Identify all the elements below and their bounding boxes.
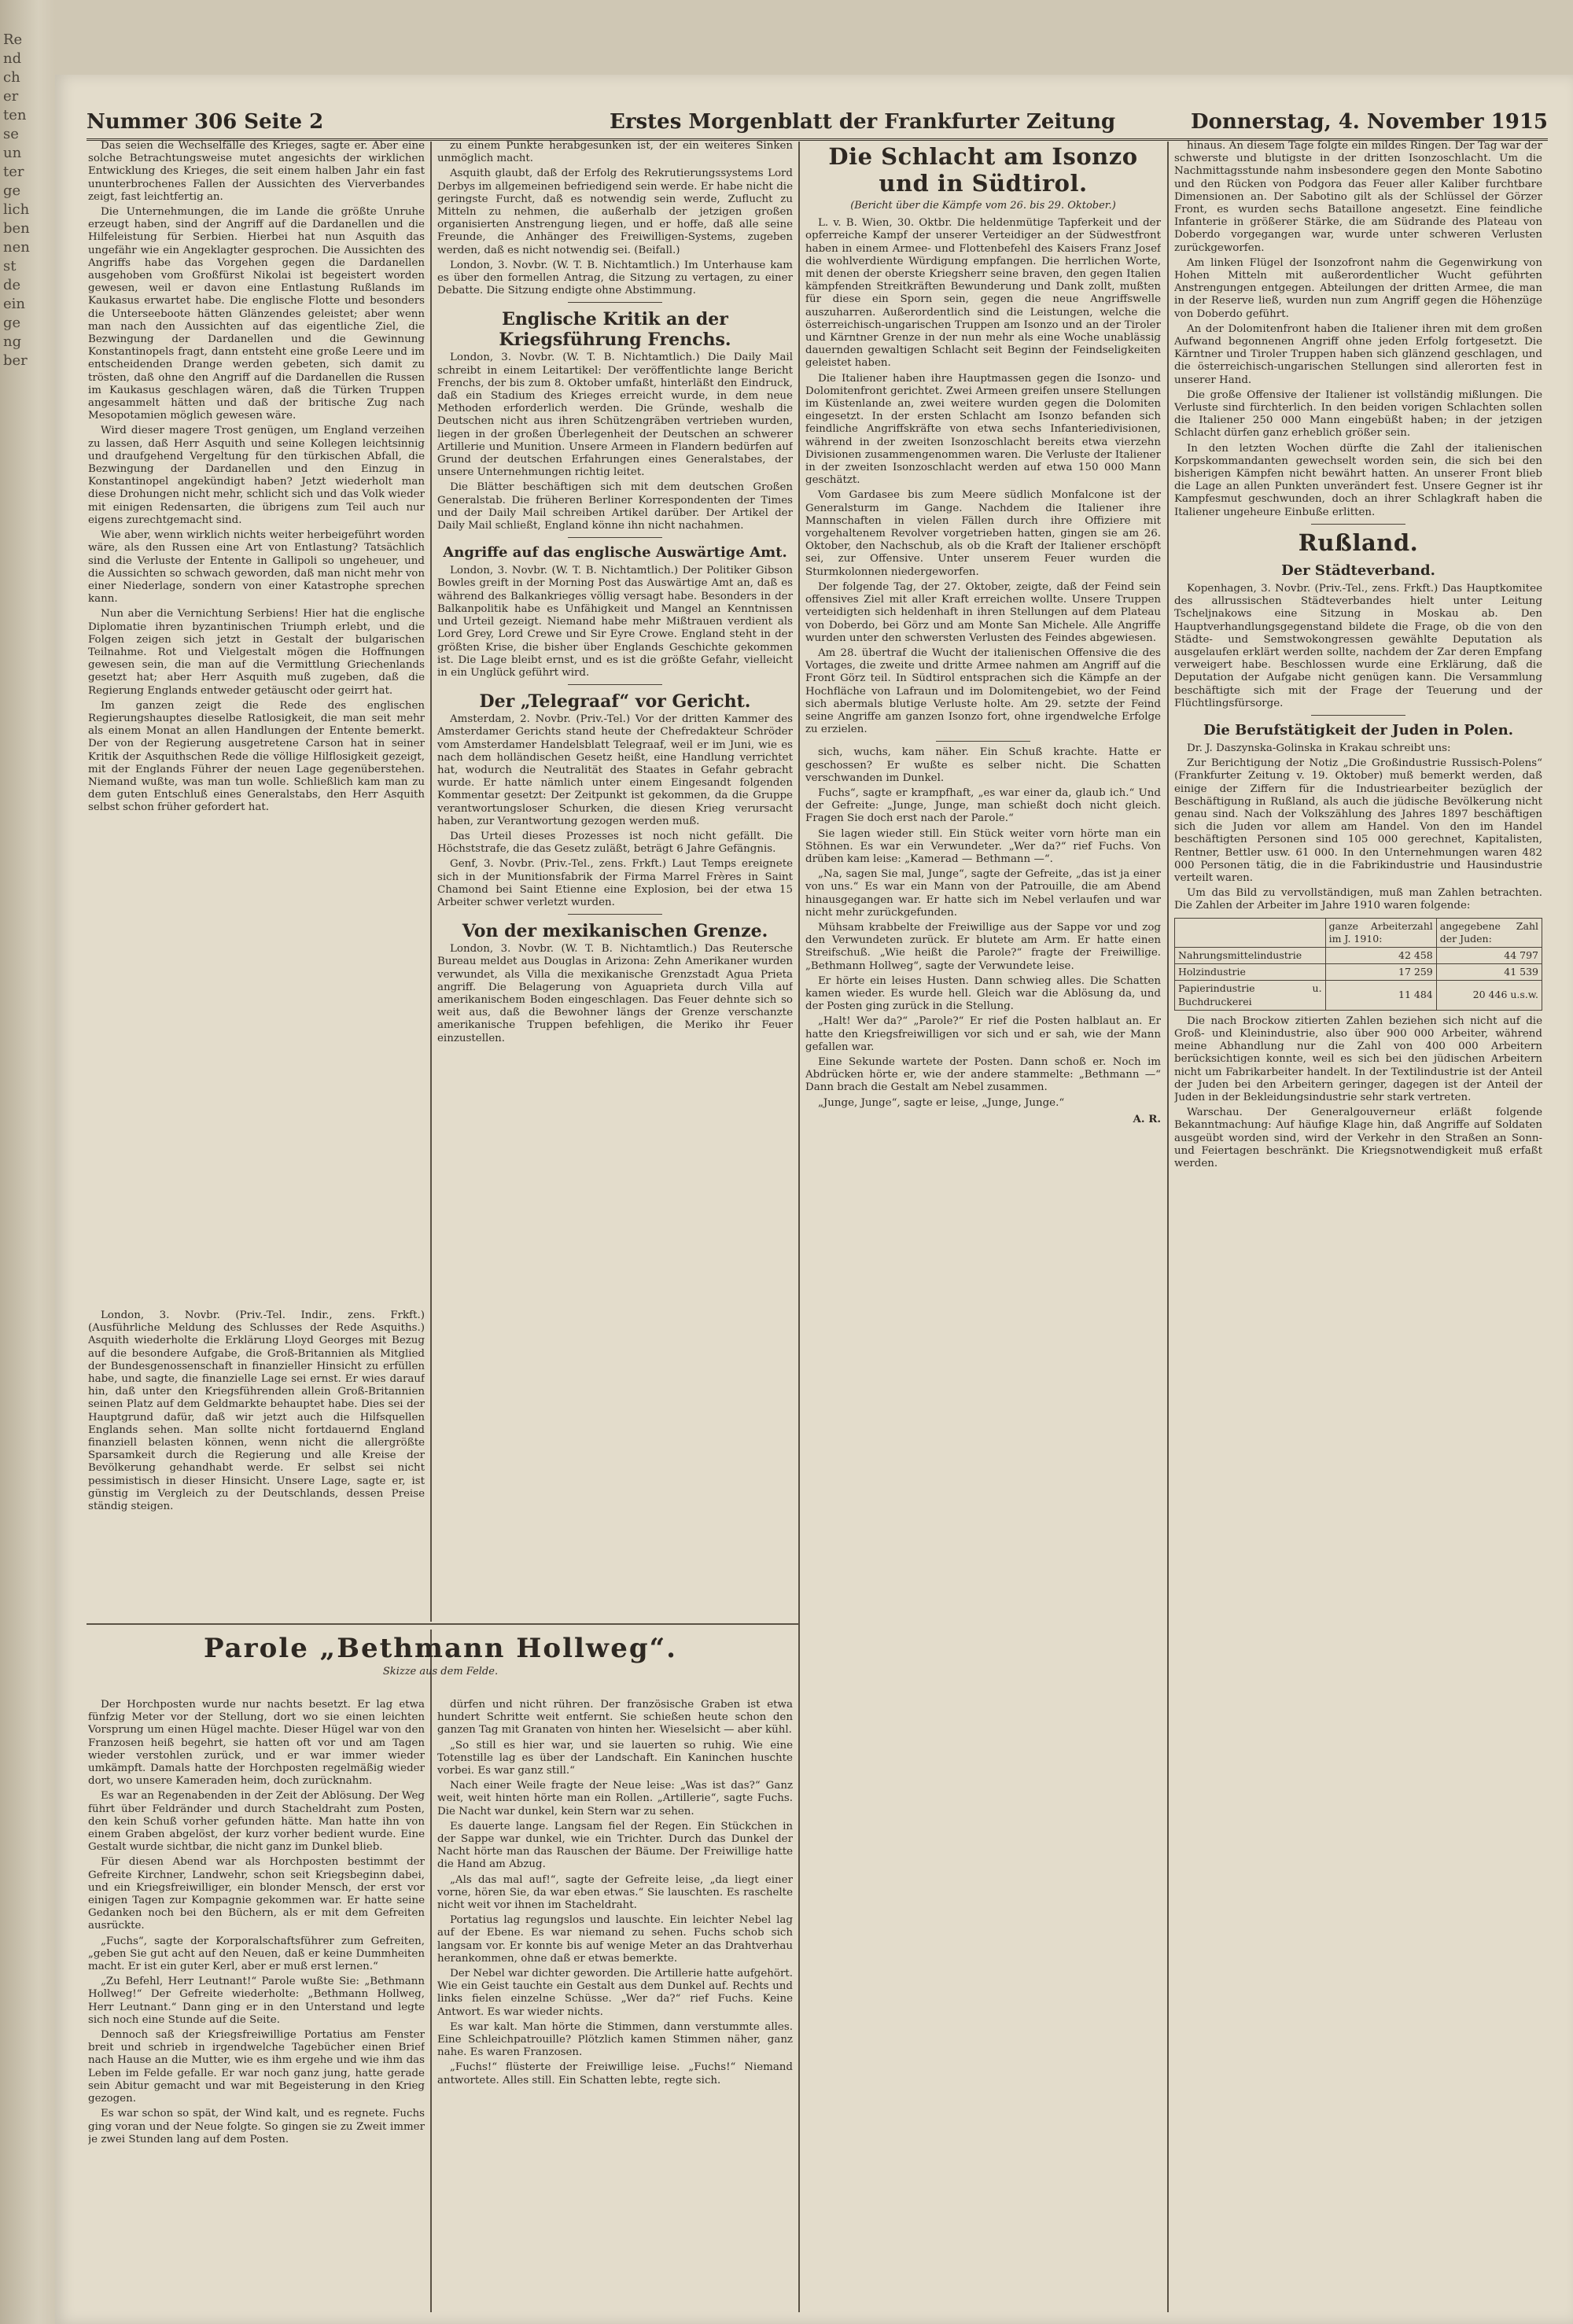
issue-number: Nummer 306 Seite 2 [87,110,324,134]
column-rule [1167,142,1169,2312]
headline-telegraaf: Der „Telegraaf“ vor Gericht. [479,691,751,713]
page-header [87,104,1548,141]
article-paragraph: Vom Gardasee bis zum Meere südlich Monfalcone ist der Generalsturm im Gange. Nachdem die Italiener ihre Mannschaften in vielen Fällen durch ihre Offiziere mit vorgehaltenem Revolver vorgetrieben hatten, gingen sie am 26. Oktober, den Nachschub, als ob die Kraft der Italiener erschöpft sei, zur Offensive. Unter unserem Feuer wurden die Sturmkolonnen niedergeworfen. [805,489,1161,578]
article-paragraph: An der Dolomitenfront haben die Italiener ihren mit dem großen Aufwand begonnenen Angriff ohne jeden Erfolg fortgesetzt. Die Kärntner und Tiroler Truppen haben sich glänzend geschlagen, und die österreichisch-ungarischen Stellungen sind allerorten fest in unserer Hand. [1174,322,1542,386]
feuilleton-title: Parole „Bethmann Hollweg“. [204,1633,677,1664]
article-paragraph: Um das Bild zu vervollständigen, muß man Zahlen betrachten. Die Zahlen der Arbeiter im Jahre 1910 waren folgende: [1174,887,1542,912]
binding-text-fragment: lich [3,201,30,218]
table-cell: 17 259 [1325,964,1436,981]
column-rule [798,142,800,2312]
column-4 [1174,140,1542,2311]
article-paragraph: hinaus. An diesem Tage folgte ein mildes Ringen. Der Tag war der schwerste und blutigste in der dritten Isonzoschlacht. Um die Nachmittagsstunde nahm insbesondere gegen den Monte Sabotino und den Rücken von Podgora das Feuer aller Kaliber furchtbare Dimensionen an. Der Sabotino gilt als der Schlüssel der Görzer Front, es wurden sechs Bataillone angesetzt. Eine feindliche Infanterie in größerer Stärke, die am Südrande des Plateau von Doberdo vorgegangen war, wurde unter schweren Verlusten zurückgeworfen. [1174,140,1542,254]
feuilleton-paragraph: „So still es hier war, und sie lauerten so ruhig. Wie eine Totenstille lag es über der Landschaft. Ein Kaninchen huschte vorbei. Es war ganz still.“ [437,1739,793,1777]
table-cell: 41 539 [1436,964,1542,981]
feuilleton-paragraph: „Fuchs!“ flüsterte der Freiwillige leise. „Fuchs!“ Niemand antwortete. Alles still. Ein Schatten lebte, regte sich. [437,2061,793,2086]
feuilleton-paragraph: „Fuchs“, sagte der Korporalschaftsführer zum Gefreiten, „geben Sie gut acht auf den Neuen, daß er keine Dummheiten macht. Er ist ein guter Kerl, aber er muß erst lernen.“ [88,1935,425,1973]
binding-text-fragment: nen [3,239,30,256]
article-paragraph: Genf, 3. Novbr. (Priv.-Tel., zens. Frkft.) Laut Temps ereignete sich in der Munitionsfabrik der Firma Marrel Frères in Saint Chamond bei Saint Etienne eine Explosion, bei der etwa 15 Arbeiter schwer verletzt wurden. [437,858,793,908]
article-paragraph: Zur Berichtigung der Notiz „Die Großindustrie Russisch-Polens“ (Frankfurter Zeitung v. 19. Oktober) muß bemerkt werden, daß einige der Ziffern für die Industriearbeiter bezüglich der Beschäftigung in Rußland, als auch die jüdische Bevölkerung nicht genau sind. Nach der Volkszählung des Jahres 1897 beschäftigen sich die Juden vor allem am Handel. Von den im Handel beschäftigten Personen sind 105 000 gerechnet, Kapitalisten, Rentner, Bettler usw. 61 000. In den Unternehmungen waren 482 000 Personen tätig, die in die Fabrikindustrie und Hausindustrie verteilt waren. [1174,757,1542,884]
article-paragraph: In den letzten Wochen dürfte die Zahl der italienischen Korpskommandanten gewechselt worden sein, die sich bei den bisherigen Kämpfen nicht bewährt hatten. An unserer Front blieb die Lage an allen Punkten unverändert fest. Unsere Gegner ist ihr Kampfesmut geschwunden, doch an ihrer Schlagkraft haben die Italiener ungeheure Einbuße erlitten. [1174,442,1542,518]
feuilleton-paragraph: Mühsam krabbelte der Freiwillige aus der Sappe vor und zog den Verwundeten zurück. Er blutete am Arm. Er hatte einen Streifschuß. „Wie heißt die Parole?“ fragte der Freiwillige. „Bethmann Hollweg“, sagte der Verwundete leise. [805,921,1161,972]
issue-date: Donnerstag, 4. November 1915 [1190,110,1548,134]
feuilleton-paragraph: „Zu Befehl, Herr Leutnant!“ Parole wußte Sie: „Bethmann Hollweg!“ Der Gefreite wiederholte: „Bethmann Hollweg, Herr Leutnant.“ Dann ging er in den Unterstand und legte sich noch eine Stunde auf die Seite. [88,1976,425,2026]
binding-text-fragment: de [3,277,21,293]
binding-text-fragment: ge [3,182,21,199]
article-paragraph: London, 3. Novbr. (W. T. B. Nichtamtlich.) Die Daily Mail schreibt in einem Leitartikel: Der veröffentlichte lange Bericht Frenchs, der bis zum 8. Oktober umfaßt, hinterläßt den Eindruck, daß ein Stadium des Krieges erreicht wurde, in dem neue Methoden erforderlich werden. Die Gründe, weshalb die Deutschen nicht aus ihren Schützengräben vertrieben wurden, liegen in der großen Überlegenheit der Deutschen an schwerer Artillerie und Munition. Unsere Armeen in Flandern bedürfen auf Grund der deutschen Erfahrungen eines Generalstabes, der unsere Unternehmungen richtig leitet. [437,352,793,479]
table-row [1175,964,1542,981]
article-paragraph: Das Urteil dieses Prozesses ist noch nicht gefällt. Die Höchststrafe, die das Gesetz zuläßt, beträgt 6 Jahre Gefängnis. [437,830,793,856]
table-cell: Nahrungsmittelindustrie [1175,947,1326,963]
feuilleton-paragraph: „Junge, Junge“, sagte er leise, „Junge, Junge.“ [818,1096,1065,1109]
feuilleton-paragraph: Er hörte ein leises Husten. Dann schwieg alles. Die Schatten kamen wieder. Es wurde hell. Gleich war die Ablösung da, und der Posten ging zurück in die Stellung. [805,974,1161,1013]
feuilleton-column-a [88,1699,425,2312]
article-paragraph: Wird dieser magere Trost genügen, um England verzeihen zu lassen, daß Herr Asquith und seine Kollegen leichtsinnig und draufgehend Vergeltung für den türkischen Abfall, die Bezwingung der Dardanellen und den Einzug in Konstantinopel angekündigt haben? Jetzt wiederholt man diese Drohungen nicht mehr, schlicht sich und das Volk wieder mit einigen Redensarten, die übrigens zum Teil auch nur eigens zurechtgemacht sind. [88,425,425,526]
headline-russia: Rußland. [1298,529,1419,556]
article-paragraph: L. v. B. Wien, 30. Oktbr. Die heldenmütige Tapferkeit und der opferreiche Kampf der unserer Verteidiger an der Südwestfront haben in einem Armee- und Flottenbefehl des Kaisers Franz Josef die wohlverdiente Würdigung empfangen. Die herrlichen Worte, mit denen der oberste Kriegsherr seine braven, den gegen Italien kämpfenden Streitkräften Bewunderung und Dank zollt, mußten für diese ein Sporn sein, gegen die neue Angriffswelle auszuharren. Außerordentlich sind die Leistungen, welche die österreichisch-ungarischen Truppen am Isonzo und an der Tiroler und Kärntner Grenze in der nun mehr als eine Woche unablässig dauernden gewaltigen Schlacht seit Beginn der Feindseligkeiten geleistet haben. [805,217,1161,370]
binding-text-fragment: un [3,145,22,161]
table-cell: 20 446 u.s.w. [1436,981,1542,1010]
feuilleton-paragraph: Sie lagen wieder still. Ein Stück weiter vorn hörte man ein Stöhnen. Es war ein Verwundeter. „Wer da?“ rief Fuchs. Von drüben kam leise: „Kamerad — Bethmann —“. [805,827,1161,865]
headline-isonzo-battle: Die Schlacht am Isonzo und in Südtirol. [828,143,1138,197]
column-rule [430,142,432,1622]
feuilleton-paragraph: Für diesen Abend war als Horchposten bestimmt der Gefreite Kirchner, Landwehr, schon seit Kriegsbeginn dabei, und ein Kriegsfreiwilliger, ein blonder Mensch, der erst vor einigen Tagen zur Kompagnie gekommen war. Er hatte seine Gedanken noch bei den Büchern, als er mit dem Gefreiten ausrückte. [88,1856,425,1932]
article-paragraph: Im ganzen zeigt die Rede des englischen Regierungshauptes dieselbe Ratlosigkeit, die man seit mehr als einem Monat an allen Handlungen der Entente bemerkt. Der von der Regierung ausgetretene Carson hat in seiner Kritik der Asquithschen Rede die völlige Hilflosigkeit gezeigt, mit der Englands Führer der neuen Lage gegenüberstehen. Niemand wußte, was man tun wolle. Schließlich kam man zu dem guten Entschluß eines Generalstabs, den Herr Asquith selbst schon früher gefordert hat. [88,699,425,814]
article-paragraph: Die große Offensive der Italiener ist vollständig mißlungen. Die Verluste sind fürchterlich. In den beiden vorigen Schlachten sollen die Italiener 250 000 Mann eingebüßt haben; in der jetzigen Schlacht dürfen ganz erheblich größer sein. [1174,389,1542,440]
column-1-bottom [88,1309,425,1618]
article-paragraph: Kopenhagen, 3. Novbr. (Priv.-Tel., zens. Frkft.) Das Hauptkomitee des allrussischen Städteverbandes hielt unter Leitung Tscheljnakows eine Sitzung in Moskau ab. Den Hauptverhandlungsgegenstand bildete die Frage, ob die von den Städte- und Semstwokongressen gewählte Deputation als ausgelaufen erklärt werden sollte, nachdem der Zar deren Empfang verweigert habe. Beschlossen wurde eine Erklärung, daß die Deputation der Aufgabe nicht genügen kann. Die Versammlung beschäftigte sich mit der Frage der Teuerung und der Flüchtlingsfürsorge. [1174,582,1542,709]
binding-text-fragment: ng [3,333,22,350]
article-paragraph: Die Unternehmungen, die im Lande die größte Unruhe erzeugt haben, sind der Angriff auf die Dardanellen und die Hilfeleistung für Serbien. Hierbei hat nun Asquith das ungefähr wie ein Angeklagter gesprochen. Die Aussichten des Angriffs habe das Vorgehen gegen die Dardanellen ausgehoben vom Großfürst Nikolai ist begeistert worden gewesen, weil er davon eine Entlastung Rußlands im Kaukasus erwartet habe. Die englische Flotte und besonders die Unterseeboote hätten Glänzendes geleistet; aber wenn man nach den Aussichten auf das eigentliche Ziel, die Bezwingung der Dardanellen und die Gewinnung Konstantinopels fragt, dann entsteht eine große Leere und im entscheidenden Drange werden gebeten, sich damit zu trösten, daß ohne den Angriff auf die Dardanellen die Russen im Kaukasus geschlagen wären, daß die Türken Truppen angesammelt hätten und daß der britische Zug nach Mesopotamien möglich gewesen wäre. [88,206,425,422]
column-rule [430,1630,432,2312]
article-paragraph: Die nach Brockow zitierten Zahlen beziehen sich nicht auf die Groß- und Kleinindustrie, also über 900 000 Arbeiter, während meine Abhandlung nur die Zahl von 400 000 Arbeitern berücksichtigen konnte, weil es sich bei den jüdischen Arbeitern nicht um Fabrikarbeiter handelt. In der Textilindustrie ist der Anteil der Juden bei den Arbeitern geringer, dagegen ist der Anteil der Juden in der Bekleidungsindustrie sehr stark vertreten. [1174,1015,1542,1103]
table-cell: Holzindustrie [1175,964,1326,981]
table-header-cell: ganze Arbeiterzahl im J. 1910: [1325,918,1436,947]
article-paragraph: Der folgende Tag, der 27. Oktober, zeigte, daß der Feind sein offensives Ziel mit aller Kraft erreichen wollte. Unsere Truppen verteidigten sich heldenhaft in ihren Stellungen auf dem Plateau von Doberdo, bei Görz und am Monte San Michele. Alle Angriffe wurden unter den schwersten Verlusten des Feindes abgewiesen. [805,580,1161,644]
feuilleton-header [88,1631,793,1694]
binding-text-fragment: nd [3,50,22,67]
article-paragraph: Die Blätter beschäftigen sich mit dem deutschen Großen Generalstab. Die früheren Berliner Korrespondenten der Times und der Daily Mail schreiben Artikel darüber. Der Artikel der Daily Mail schließt, England könne ihn nicht nachahmen. [437,481,793,532]
feuilleton-column-b [437,1699,793,2312]
article-paragraph: Das seien die Wechselfälle des Krieges, sagte er. Aber eine solche Betrachtungsweise mutet angesichts der wirklichen Entwicklung des Krieges, die seit einem halben Jahr ein fast ununterbrochenes Fallen der Aussichten des Vierverbandes zeigt, fast leichtfertig an. [88,140,425,203]
feuilleton-paragraph: „Na, sagen Sie mal, Junge“, sagte der Gefreite, „das ist ja einer von uns.“ Es war ein Mann von der Patrouille, die am Abend hinausgegangen war. Er hatte sich im Nebel verlaufen und war nicht mehr zurückgefunden. [805,868,1161,919]
book-binding [0,0,55,2324]
binding-text-fragment: Re [3,31,23,48]
article-paragraph: London, 3. Novbr. (Priv.-Tel. Indir., zens. Frkft.) (Ausführliche Meldung des Schlusses der Rede Asquiths.) Asquith wiederholte die Erklärung Lloyd Georges mit Bezug auf die besondere Aufgabe, die Groß-Britannien als Mitglied der Bundesgenossenschaft in finanzieller Hinsicht zu erfüllen habe, und sagte, die finanzielle Lage sei ernst. Er wies darauf hin, daß unter den Kriegsführenden allein Groß-Britannien seinen Platz auf dem Geldmarkte behauptet habe. Dies sei der Hauptgrund dafür, daß wir jetzt auch die Hilfsquellen Englands sehen. Man sollte nicht fortdauernd England finanziell belasten können, wenn nicht die allergrößte Sparsamkeit durch die Regierung und alle Kreise der Bevölkerung gehandhabt werde. Er selbst sei nicht pessimistisch in dieser Hinsicht. Unsere Lage, sagte er, ist günstig im Vergleich zu der Deutschlands, dessen Preise ständig steigen. [88,1309,425,1513]
feuilleton-paragraph: Der Horchposten wurde nur nachts besetzt. Er lag etwa fünfzig Meter vor der Stellung, dort wo sie einen leichten Vorsprung um einen Hügel machte. Dieser Hügel war von den Franzosen heiß begehrt, sie hatten oft vor und am Tagen wieder verstohlen zurück, und er war immer wieder umkämpft. Damals hatte der Horchposten regelmäßig wieder dort, wo unsere Kameraden heim, doch zurücknahm. [88,1699,425,1788]
article-paragraph: Warschau. Der Generalgouverneur erläßt folgende Bekanntmachung: Auf häufige Klage hin, daß Angriffe auf Soldaten ausgeübt worden sind, wird der Verkehr in den Straßen an Sonn- und Feiertagen beschränkt. Die Kriegsnotwendigkeit muß erfaßt werden. [1174,1107,1542,1170]
article-paragraph: London, 3. Novbr. (W. T. B. Nichtamtlich.) Der Politiker Gibson Bowles greift in der Morning Post das Auswärtige Amt an, daß es während des Balkankrieges völlig versagt habe. Besonders in der Balkanpolitik habe es Unfähigkeit und Mangel an Kenntnissen und Urteil gezeigt. Niemand habe mehr Mißtrauen verdient als Lord Grey, Lord Crewe und Sir Eyre Crowe. England steht in der größten Krise, die bisher über Englands Geschichte gekommen ist. Die Lage bleibt ernst, und es ist die größte Gefahr, vielleicht in ein Unglück geführt wird. [437,565,793,679]
article-paragraph: Am 28. übertraf die Wucht der italienischen Offensive die des Vortages, die zweite und dritte Armee nahmen am Angriff auf die Front Görz teil. In Südtirol entsprachen sich die Kämpfe an der Hochfläche von Lafraun und im Dolomitengebiet, wo der Feind sich abermals blutige Verluste holte. Am 29. setzte der Feind seine Angriffe am ganzen Isonzo fort, ohne irgendwelche Erfolge zu erzielen. [805,646,1161,736]
table-cell: 11 484 [1325,981,1436,1010]
feuilleton-subtitle: Skizze aus dem Felde. [382,1666,499,1678]
feuilleton-rule [87,1623,798,1625]
article-paragraph: London, 3. Novbr. (W. T. B. Nichtamtlich.) Im Unterhause kam es über den formellen Antrag, die Sitzung zu vertagen, zu einer Debatte. Die Sitzung endigte ohne Abstimmung. [437,259,793,297]
table-header-cell: angegebene Zahl der Juden: [1436,918,1542,947]
binding-text-fragment: ge [3,315,21,331]
article-paragraph: London, 3. Novbr. (W. T. B. Nichtamtlich.) Das Reutersche Bureau meldet aus Douglas in Arizona: Zehn Amerikaner wurden verwundet, als Villa die mexikanische Grenzstadt Agua Prieta angriff. Die Belagerung von Aguaprieta durch Villa auf amerikanischem Boden eingeschlagen. Das Feuer dehnte sich so weit aus, daß die Bewohner längs der Grenze verschanzte amerikanische Truppen befehligen, die Meriko ihr Feuer einzustellen. [437,943,793,1044]
binding-text-fragment: ben [3,220,30,237]
binding-text-fragment: st [3,258,17,274]
article-paragraph: Nun aber die Vernichtung Serbiens! Hier hat die englische Diplomatie ihren byzantinischen Triumph erlebt, und die Folgen zeigen sich jetzt in Gestalt der bulgarischen Teilnahme. Rot und Vielgestalt mögen die Hoffnungen gewesen sein, die man auf die Vermittlung Griechenlands gesetzt hat; aber Herr Asquith muß zugeben, daß die Regierung Englands entweder getäuscht oder geirrt hat. [88,608,425,697]
table-row [1175,981,1542,1010]
table-row [1175,947,1542,963]
article-paragraph: Asquith glaubt, daß der Erfolg des Rekrutierungssystems Lord Derbys im allgemeinen befriedigend sein werde. Er habe nicht die geringste Furcht, daß es notwendig sein werde, Zuflucht zu Mitteln zu nehmen, die außerhalb der jetzigen großen organisierten Anstrengung liegen, und er hoffe, daß alle seine Freunde, die Anhänger des Freiwilligen-Systems, zugeben werden, daß es nicht notwendig sei. (Beifall.) [437,168,793,256]
binding-text-fragment: ch [3,69,20,86]
worker-statistics-table [1174,918,1542,1011]
binding-text-fragment: ber [3,352,28,369]
column-1 [88,140,425,1306]
column-3 [805,140,1161,2311]
headline-city-union: Der Städteverband. [1281,562,1435,579]
headline-jews-poland: Die Berufstätigkeit der Juden in Polen. [1203,721,1513,738]
feuilleton-paragraph: sich, wuchs, kam näher. Ein Schuß krachte. Hatte er geschossen? Er wußte es selber nicht. Die Schatten verschwanden im Dunkel. [805,746,1161,784]
article-paragraph: Amsterdam, 2. Novbr. (Priv.-Tel.) Vor der dritten Kammer des Amsterdamer Gerichts stand heute der Chefredakteur Schröder vom Amsterdamer Handelsblatt Telegraaf, weil er im Juni, wie es nach dem holländischen Gesetz heißt, eine Handlung verrichtet hat, wodurch die Neutralität des Staates in Gefahr gebracht wurde. Er hatte nämlich unter einem Eingesandt folgenden Kommentar gesetzt: Der Zeitpunkt ist gekommen, da die Gruppe verantwortungsloser Schurken, die diesen Krieg verursacht haben, zur Verantwortung gezogen werden muß. [437,713,793,827]
headline-mexican-border: Von der mexikanischen Grenze. [462,921,768,942]
article-paragraph: Am linken Flügel der Isonzofront nahm die Gegenwirkung von Hohen Mitteln mit außerordentlicher Wucht geführten Anstrengungen entgegen. Abteilungen der dritten Armee, die man in der Reserve ließ, wurden nun zum Angriff gegen die Höhenzüge von Doberdo geführt. [1174,256,1542,320]
binding-text-fragment: ter [3,164,24,180]
feuilleton-paragraph: Portatius lag regungslos und lauschte. Ein leichter Nebel lag auf der Ebene. Es war niemand zu sehen. Fuchs schob sich langsam vor. Er konnte bis auf wenige Meter an das Drahtverhau herankommen, ohne daß er etwas bemerkte. [437,1914,793,1965]
feuilleton-paragraph: Fuchs“, sagte er krampfhaft, „es war einer da, glaub ich.“ Und der Gefreite: „Junge, Junge, man schießt doch nicht gleich. Fragen Sie doch erst nach der Parole.“ [805,786,1161,825]
binding-text-fragment: ten [3,107,27,123]
feuilleton-paragraph: „Als das mal auf!“, sagte der Gefreite leise, „da liegt einer vorne, hören Sie, da war eben etwas.“ Sie lauschten. Es raschelte nicht weit vor ihnen im Stacheldraht. [437,1873,793,1912]
feuilleton-paragraph: Der Nebel war dichter geworden. Die Artillerie hatte aufgehört. Wie ein Geist tauchte ein Gestalt aus dem Dunkel auf. Rechts und links fielen einzelne Schüsse. „Wer da?“ rief Fuchs. Keine Antwort. Es war wieder nichts. [437,1968,793,2018]
headline-foreign-office: Angriffe auf das englische Auswärtige Amt. [443,544,787,562]
headline-english-critique: Englische Kritik an der Kriegsführung Frenchs. [499,309,731,351]
feuilleton-paragraph: Eine Sekunde wartete der Posten. Dann schoß er. Noch im Abdrücken hörte er, wie der andere stammelte: „Bethmann —“ Dann brach die Gestalt am Nebel zusammen. [805,1056,1161,1094]
binding-text-fragment: se [3,126,19,142]
binding-text-fragment: ein [3,296,26,312]
table-header-cell [1175,918,1326,947]
feuilleton-paragraph: „Halt! Wer da?“ „Parole?“ Er rief die Posten halblaut an. Er hatte den Kriegsfreiwilligen vor sich und er sah, wie der Mann gefallen war. [805,1015,1161,1053]
binding-text-fragment: er [3,88,19,105]
feuilleton-paragraph: Es war an Regenabenden in der Zeit der Ablösung. Der Weg führt über Feldränder und durch Stacheldraht zum Posten, den kein Schuß vorher gefunden hätte. Man hatte ihn von einem Graben abgelöst, der kurz vorher bedient wurde. Eine Gestalt wurde sichtbar, die nicht ganz im Dunkel blieb. [88,1790,425,1854]
article-paragraph: Dr. J. Daszynska-Golinska in Krakau schreibt uns: [1187,742,1451,754]
table-cell: 42 458 [1325,947,1436,963]
table-cell: 44 797 [1436,947,1542,963]
feuilleton-paragraph: Es dauerte lange. Langsam fiel der Regen. Ein Stückchen in der Sappe war dunkel, wie ein Trichter. Durch das Dunkel der Nacht hörte man das Rauschen der Bäume. Der Freiwillige hatte die Hand am Abzug. [437,1820,793,1871]
feuilleton-paragraph: Es war schon so spät, der Wind kalt, und es regnete. Fuchs ging voran und der Neue folgte. So gingen sie zu Zweit immer je zwei Stunden lang auf dem Posten. [88,2108,425,2145]
feuilleton-signature: A. R. [1133,1112,1161,1125]
column-2 [437,140,793,1620]
feuilleton-paragraph: Nach einer Weile fragte der Neue leise: „Was ist das?“ Ganz weit, weit hinten hörte man ein Rollen. „Artillerie“, sagte Fuchs. Die Nacht war dunkel, kein Stern war zu sehen. [437,1780,793,1818]
article-continuation: zu einem Punkte herabgesunken ist, der ein weiteres Sinken unmöglich macht. [437,140,793,165]
article-paragraph: Wie aber, wenn wirklich nichts weiter herbeigeführt worden wäre, als den Russen eine Art von Entlastung? Tatsächlich sind die Verluste der Entente in Gallipoli so ungeheuer, und die Aussichten so schwach geworden, daß man nicht mehr von einer Niederlage, sondern von einer Katastrophe sprechen kann. [88,529,425,606]
feuilleton-paragraph: Es war kalt. Man hörte die Stimmen, dann verstummte alles. Eine Schleichpatrouille? Plötzlich kamen Stimmen näher, ganz nahe. Es waren Franzosen. [437,2020,793,2059]
table-cell: Papierindustrie u. Buchdruckerei [1175,981,1326,1010]
newspaper-masthead: Erstes Morgenblatt der Frankfurter Zeitung [610,110,1116,134]
subheadline-isonzo: (Bericht über die Kämpfe vom 26. bis 29. Oktober.) [850,200,1116,212]
feuilleton-paragraph: dürfen und nicht rühren. Der französische Graben ist etwa hundert Schritte weit entfernt. Sie schießen heute schon den ganzen Tag mit Granaten von hinten her. Wieselsicht — aber kühl. [437,1699,793,1737]
article-paragraph: Die Italiener haben ihre Hauptmassen gegen die Isonzo- und Dolomitenfront gerichtet. Zwei Armeen greifen unsere Stellungen im Küstenlande an, zwei weitere wurden gegen die Dolomiten eingesetzt. In der ersten Schlacht am Isonzo befanden sich feindliche Angriffskräfte von etwa sechs Infanteriedivisionen, während in der zweiten Isonzoschlacht bereits etwa vierzehn Divisionen zusammengenommen waren. Die Verluste der Italiener in der zweiten Isonzoschlacht werden auf etwa 150 000 Mann geschätzt. [805,372,1161,487]
feuilleton-paragraph: Dennoch saß der Kriegsfreiwillige Portatius am Fenster breit und schrieb in irgendwelche Tagebücher einen Brief nach Hause an die Mutter, wie es ihm ergehe und wie ihm das Leben im Felde gefalle. Er war noch ganz jung, hatte gerade sein Abitur gemacht und war mit Begeisterung in den Krieg gezogen. [88,2029,425,2105]
